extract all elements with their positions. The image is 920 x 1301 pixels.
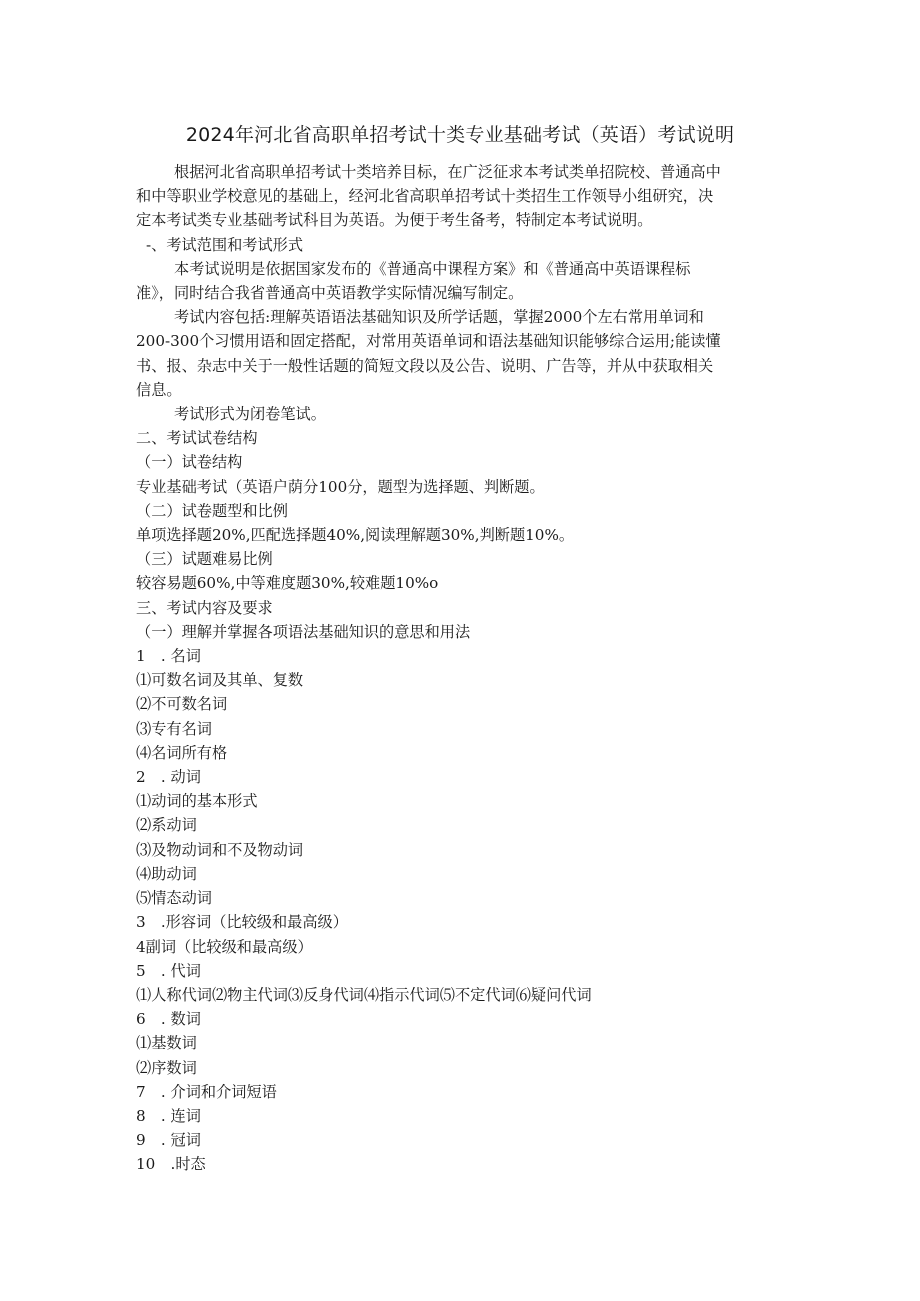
section-2-heading: 二、考试试卷结构 [136, 429, 258, 448]
intro-line: 和中等职业学校意见的基础上，经河北省高职单招考试十类招生工作领导小组研究，决 [136, 187, 714, 206]
list-item: ⑴动词的基本形式 [136, 792, 258, 811]
section-2-sub-heading: （二）试卷题型和比例 [136, 501, 288, 520]
list-item: 9 . 冠词 [136, 1131, 201, 1150]
intro-line: 定本考试类专业基础考试科目为英语。为便于考生备考，特制定本考试说明。 [136, 211, 653, 230]
list-item: ⑴基数词 [136, 1034, 197, 1053]
list-item: ⑵不可数名词 [136, 695, 228, 714]
list-item: 7 . 介词和介词短语 [136, 1082, 277, 1101]
section-1-paragraph-line: 书、报、杂志中关于一般性话题的简短文段以及公告、说明、广告等，并从中获取相关 [136, 356, 714, 375]
list-item: ⑴人称代词⑵物主代词⑶反身代词⑷指示代词⑸不定代词⑹疑问代词 [136, 985, 592, 1004]
list-item: ⑶专有名词 [136, 719, 212, 738]
section-1-paragraph-line: 考试形式为闭卷笔试。 [174, 405, 326, 424]
section-1-paragraph-line: 200-300个习惯用语和固定搭配，对常用英语单词和语法基础知识能够综合运用;能读懂 [136, 332, 721, 351]
section-2-sub-heading: （一）试卷结构 [136, 453, 243, 472]
list-item: 4副词（比较级和最高级） [136, 937, 313, 956]
section-2-sub-text: 较容易题60%,中等难度题30%,较难题10%o [136, 574, 439, 593]
list-item: ⑵系动词 [136, 816, 197, 835]
list-item: 5 . 代词 [136, 961, 201, 980]
section-1-paragraph-line: 考试内容包括:理解英语语法基础知识及所学话题，掌握2000个左右常用单词和 [174, 308, 704, 327]
section-1-heading: -、考试范围和考试形式 [146, 235, 304, 254]
document-body [136, 160, 784, 1177]
section-2-sub-heading: （三）试题难易比例 [136, 550, 273, 569]
section-1-paragraph-line: 准》，同时结合我省普通高中英语教学实际情况编写制定。 [136, 284, 524, 303]
list-item: 10 .时态 [136, 1155, 206, 1174]
section-2-sub-text: 专业基础考试（英语户荫分100分，题型为选择题、判断题。 [136, 477, 545, 496]
section-3-sub-heading: （一）理解并掌握各项语法基础知识的意思和用法 [136, 622, 471, 641]
list-item: ⑶及物动词和不及物动词 [136, 840, 304, 859]
section-3-heading: 三、考试内容及要求 [136, 598, 273, 617]
section-2-sub-text: 单项选择题20%,匹配选择题40%,阅读理解题30%,判断题10%。 [136, 526, 575, 545]
section-1-paragraph-line: 本考试说明是依据国家发布的《普通高中课程方案》和《普通高中英语课程标 [174, 259, 691, 278]
list-item: ⑵序数词 [136, 1058, 197, 1077]
intro-line: 根据河北省高职单招考试十类培养目标，在广泛征求本考试类单招院校、普通高中 [174, 163, 721, 181]
list-item: ⑴可数名词及其单、复数 [136, 671, 304, 690]
list-item: ⑸情态动词 [136, 889, 212, 908]
list-item: 2 . 动词 [136, 768, 201, 787]
list-item: 6 . 数词 [136, 1010, 201, 1029]
list-item: ⑷助动词 [136, 864, 197, 883]
list-item: 1 . 名词 [136, 647, 201, 666]
list-item: 8 . 连词 [136, 1106, 201, 1125]
list-item: ⑷名词所有格 [136, 743, 228, 762]
section-1-paragraph-line: 信息。 [136, 380, 182, 399]
page-title: 2024年河北省高职单招考试十类专业基础考试（英语）考试说明 [185, 124, 735, 146]
list-item: 3 .形容词（比较级和最高级） [136, 913, 348, 932]
